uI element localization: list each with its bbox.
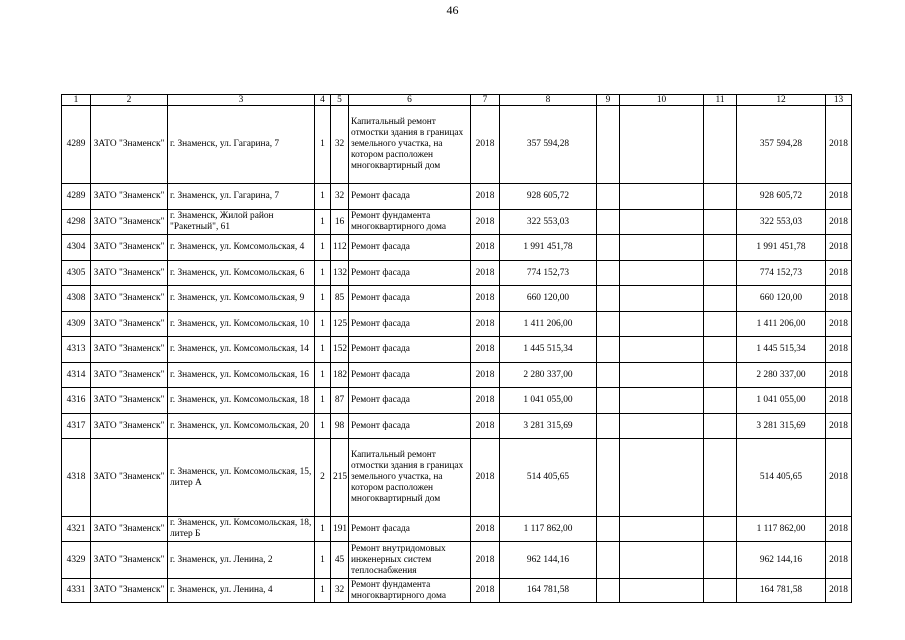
address-cell: г. Знаменск, ул. Комсомольская, 4 <box>168 235 315 261</box>
address-cell: г. Знаменск, ул. Комсомольская, 14 <box>168 337 315 363</box>
year-cell: 2018 <box>471 542 500 579</box>
work-type-cell: Капитальный ремонт отмостки здания в границах земельного участка, на котором расположен многоквартирный дом <box>349 106 471 184</box>
col4-cell: 1 <box>315 388 331 414</box>
col5-cell: 16 <box>331 210 349 235</box>
col11-cell <box>704 337 737 363</box>
col5-cell: 112 <box>331 235 349 261</box>
col9-cell <box>597 312 620 337</box>
table-row <box>62 363 852 388</box>
municipality-cell: ЗАТО "Знаменск" <box>91 235 168 261</box>
municipality-cell: ЗАТО "Знаменск" <box>91 286 168 312</box>
column-header-2: 2 <box>91 95 168 106</box>
col5-cell: 152 <box>331 337 349 363</box>
work-type-cell: Ремонт фасада <box>349 337 471 363</box>
col12-cost-cell: 1 041 055,00 <box>737 388 826 414</box>
col13-year-cell: 2018 <box>826 184 852 210</box>
col9-cell <box>597 414 620 439</box>
year-cell: 2018 <box>471 261 500 286</box>
address-cell: г. Знаменск, ул. Комсомольская, 18 <box>168 388 315 414</box>
total-cost-cell: 1 041 055,00 <box>500 388 597 414</box>
col13-year-cell: 2018 <box>826 312 852 337</box>
table-row <box>62 184 852 210</box>
year-cell: 2018 <box>471 414 500 439</box>
id-cell: 4308 <box>62 286 91 312</box>
address-cell: г. Знаменск, ул. Комсомольская, 20 <box>168 414 315 439</box>
col12-cost-cell: 3 281 315,69 <box>737 414 826 439</box>
col10-cell <box>620 312 704 337</box>
col10-cell <box>620 414 704 439</box>
total-cost-cell: 322 553,03 <box>500 210 597 235</box>
page-number: 46 <box>446 3 459 17</box>
column-header-13: 13 <box>826 95 852 106</box>
municipality-cell: ЗАТО "Знаменск" <box>91 106 168 184</box>
col13-year-cell: 2018 <box>826 210 852 235</box>
column-header-3: 3 <box>168 95 315 106</box>
col10-cell <box>620 439 704 517</box>
col5-cell: 125 <box>331 312 349 337</box>
address-cell: г. Знаменск, ул. Комсомольская, 6 <box>168 261 315 286</box>
total-cost-cell: 2 280 337,00 <box>500 363 597 388</box>
col9-cell <box>597 184 620 210</box>
address-cell: г. Знаменск, ул. Комсомольская, 9 <box>168 286 315 312</box>
column-header-4: 4 <box>315 95 331 106</box>
col5-cell: 85 <box>331 286 349 312</box>
table-body <box>62 106 852 603</box>
col13-year-cell: 2018 <box>826 414 852 439</box>
col12-cost-cell: 2 280 337,00 <box>737 363 826 388</box>
col12-cost-cell: 1 411 206,00 <box>737 312 826 337</box>
municipality-cell: ЗАТО "Знаменск" <box>91 184 168 210</box>
id-cell: 4289 <box>62 184 91 210</box>
total-cost-cell: 1 991 451,78 <box>500 235 597 261</box>
header-row <box>62 95 852 106</box>
municipality-cell: ЗАТО "Знаменск" <box>91 579 168 603</box>
table-row <box>62 579 852 603</box>
year-cell: 2018 <box>471 439 500 517</box>
year-cell: 2018 <box>471 312 500 337</box>
table-row <box>62 106 852 184</box>
col9-cell <box>597 517 620 542</box>
table-row <box>62 312 852 337</box>
col12-cost-cell: 1 445 515,34 <box>737 337 826 363</box>
year-cell: 2018 <box>471 286 500 312</box>
municipality-cell: ЗАТО "Знаменск" <box>91 517 168 542</box>
id-cell: 4316 <box>62 388 91 414</box>
table-row <box>62 286 852 312</box>
municipality-cell: ЗАТО "Знаменск" <box>91 363 168 388</box>
total-cost-cell: 1 117 862,00 <box>500 517 597 542</box>
year-cell: 2018 <box>471 337 500 363</box>
col5-cell: 45 <box>331 542 349 579</box>
col11-cell <box>704 363 737 388</box>
col4-cell: 1 <box>315 363 331 388</box>
col9-cell <box>597 579 620 603</box>
id-cell: 4305 <box>62 261 91 286</box>
total-cost-cell: 1 411 206,00 <box>500 312 597 337</box>
col13-year-cell: 2018 <box>826 235 852 261</box>
work-type-cell: Ремонт фундамента многоквартирного дома <box>349 210 471 235</box>
col12-cost-cell: 514 405,65 <box>737 439 826 517</box>
year-cell: 2018 <box>471 235 500 261</box>
col9-cell <box>597 542 620 579</box>
col12-cost-cell: 928 605,72 <box>737 184 826 210</box>
address-cell: г. Знаменск, ул. Гагарина, 7 <box>168 184 315 210</box>
table-row <box>62 414 852 439</box>
col13-year-cell: 2018 <box>826 106 852 184</box>
total-cost-cell: 3 281 315,69 <box>500 414 597 439</box>
col11-cell <box>704 517 737 542</box>
work-type-cell: Ремонт фасада <box>349 261 471 286</box>
col4-cell: 1 <box>315 517 331 542</box>
column-header-1: 1 <box>62 95 91 106</box>
id-cell: 4314 <box>62 363 91 388</box>
total-cost-cell: 164 781,58 <box>500 579 597 603</box>
table-row <box>62 337 852 363</box>
col4-cell: 1 <box>315 414 331 439</box>
work-type-cell: Ремонт фасада <box>349 312 471 337</box>
col10-cell <box>620 210 704 235</box>
column-header-10: 10 <box>620 95 704 106</box>
col5-cell: 32 <box>331 579 349 603</box>
col11-cell <box>704 210 737 235</box>
col12-cost-cell: 1 991 451,78 <box>737 235 826 261</box>
year-cell: 2018 <box>471 210 500 235</box>
col9-cell <box>597 261 620 286</box>
col12-cost-cell: 1 117 862,00 <box>737 517 826 542</box>
municipality-cell: ЗАТО "Знаменск" <box>91 210 168 235</box>
col4-cell: 1 <box>315 210 331 235</box>
work-type-cell: Ремонт фасада <box>349 517 471 542</box>
total-cost-cell: 660 120,00 <box>500 286 597 312</box>
col11-cell <box>704 579 737 603</box>
col10-cell <box>620 286 704 312</box>
col5-cell: 191 <box>331 517 349 542</box>
work-type-cell: Ремонт фасада <box>349 388 471 414</box>
col13-year-cell: 2018 <box>826 337 852 363</box>
id-cell: 4298 <box>62 210 91 235</box>
col13-year-cell: 2018 <box>826 439 852 517</box>
municipality-cell: ЗАТО "Знаменск" <box>91 439 168 517</box>
municipality-cell: ЗАТО "Знаменск" <box>91 542 168 579</box>
address-cell: г. Знаменск, ул. Комсомольская, 15, литер А <box>168 439 315 517</box>
col13-year-cell: 2018 <box>826 579 852 603</box>
col5-cell: 215 <box>331 439 349 517</box>
work-type-cell: Ремонт внутридомовых инженерных систем теплоснабжения <box>349 542 471 579</box>
address-cell: г. Знаменск, ул. Комсомольская, 10 <box>168 312 315 337</box>
total-cost-cell: 962 144,16 <box>500 542 597 579</box>
year-cell: 2018 <box>471 106 500 184</box>
col11-cell <box>704 286 737 312</box>
year-cell: 2018 <box>471 517 500 542</box>
id-cell: 4318 <box>62 439 91 517</box>
col9-cell <box>597 235 620 261</box>
col4-cell: 2 <box>315 439 331 517</box>
address-cell: г. Знаменск, ул. Ленина, 4 <box>168 579 315 603</box>
year-cell: 2018 <box>471 388 500 414</box>
work-type-cell: Ремонт фасада <box>349 235 471 261</box>
col11-cell <box>704 261 737 286</box>
col10-cell <box>620 106 704 184</box>
col13-year-cell: 2018 <box>826 542 852 579</box>
column-header-11: 11 <box>704 95 737 106</box>
col13-year-cell: 2018 <box>826 517 852 542</box>
work-type-cell: Ремонт фасада <box>349 363 471 388</box>
col10-cell <box>620 388 704 414</box>
col13-year-cell: 2018 <box>826 388 852 414</box>
column-header-5: 5 <box>331 95 349 106</box>
col4-cell: 1 <box>315 542 331 579</box>
col4-cell: 1 <box>315 312 331 337</box>
table-row <box>62 517 852 542</box>
col9-cell <box>597 337 620 363</box>
column-header-8: 8 <box>500 95 597 106</box>
col4-cell: 1 <box>315 235 331 261</box>
total-cost-cell: 774 152,73 <box>500 261 597 286</box>
id-cell: 4289 <box>62 106 91 184</box>
col9-cell <box>597 363 620 388</box>
col5-cell: 32 <box>331 106 349 184</box>
col13-year-cell: 2018 <box>826 363 852 388</box>
col11-cell <box>704 388 737 414</box>
year-cell: 2018 <box>471 363 500 388</box>
col11-cell <box>704 312 737 337</box>
col10-cell <box>620 235 704 261</box>
work-type-cell: Ремонт фасада <box>349 414 471 439</box>
col10-cell <box>620 337 704 363</box>
col12-cost-cell: 962 144,16 <box>737 542 826 579</box>
col11-cell <box>704 106 737 184</box>
column-header-6: 6 <box>349 95 471 106</box>
table-row <box>62 542 852 579</box>
municipality-cell: ЗАТО "Знаменск" <box>91 337 168 363</box>
address-cell: г. Знаменск, ул. Гагарина, 7 <box>168 106 315 184</box>
register-table <box>61 94 852 603</box>
year-cell: 2018 <box>471 579 500 603</box>
table-row <box>62 235 852 261</box>
column-header-7: 7 <box>471 95 500 106</box>
col9-cell <box>597 286 620 312</box>
id-cell: 4331 <box>62 579 91 603</box>
col9-cell <box>597 210 620 235</box>
total-cost-cell: 357 594,28 <box>500 106 597 184</box>
col13-year-cell: 2018 <box>826 261 852 286</box>
work-type-cell: Ремонт фасада <box>349 286 471 312</box>
col9-cell <box>597 388 620 414</box>
address-cell: г. Знаменск, ул. Ленина, 2 <box>168 542 315 579</box>
total-cost-cell: 1 445 515,34 <box>500 337 597 363</box>
total-cost-cell: 928 605,72 <box>500 184 597 210</box>
municipality-cell: ЗАТО "Знаменск" <box>91 414 168 439</box>
col4-cell: 1 <box>315 261 331 286</box>
col10-cell <box>620 579 704 603</box>
column-header-9: 9 <box>597 95 620 106</box>
col5-cell: 182 <box>331 363 349 388</box>
address-cell: г. Знаменск, Жилой район "Ракетный", 61 <box>168 210 315 235</box>
col11-cell <box>704 414 737 439</box>
table-row <box>62 439 852 517</box>
col4-cell: 1 <box>315 106 331 184</box>
col9-cell <box>597 439 620 517</box>
id-cell: 4329 <box>62 542 91 579</box>
id-cell: 4309 <box>62 312 91 337</box>
col10-cell <box>620 261 704 286</box>
col10-cell <box>620 184 704 210</box>
col12-cost-cell: 774 152,73 <box>737 261 826 286</box>
address-cell: г. Знаменск, ул. Комсомольская, 18, литер Б <box>168 517 315 542</box>
municipality-cell: ЗАТО "Знаменск" <box>91 388 168 414</box>
col12-cost-cell: 164 781,58 <box>737 579 826 603</box>
table-row <box>62 388 852 414</box>
work-type-cell: Ремонт фундамента многоквартирного дома <box>349 579 471 603</box>
municipality-cell: ЗАТО "Знаменск" <box>91 261 168 286</box>
id-cell: 4304 <box>62 235 91 261</box>
col10-cell <box>620 542 704 579</box>
total-cost-cell: 514 405,65 <box>500 439 597 517</box>
col13-year-cell: 2018 <box>826 286 852 312</box>
municipality-cell: ЗАТО "Знаменск" <box>91 312 168 337</box>
table-row <box>62 261 852 286</box>
id-cell: 4321 <box>62 517 91 542</box>
col11-cell <box>704 235 737 261</box>
col10-cell <box>620 517 704 542</box>
col12-cost-cell: 357 594,28 <box>737 106 826 184</box>
col5-cell: 32 <box>331 184 349 210</box>
col11-cell <box>704 542 737 579</box>
col4-cell: 1 <box>315 337 331 363</box>
table-row <box>62 210 852 235</box>
col5-cell: 87 <box>331 388 349 414</box>
year-cell: 2018 <box>471 184 500 210</box>
col4-cell: 1 <box>315 286 331 312</box>
id-cell: 4313 <box>62 337 91 363</box>
work-type-cell: Ремонт фасада <box>349 184 471 210</box>
col11-cell <box>704 439 737 517</box>
column-header-12: 12 <box>737 95 826 106</box>
col5-cell: 132 <box>331 261 349 286</box>
col9-cell <box>597 106 620 184</box>
col4-cell: 1 <box>315 579 331 603</box>
col10-cell <box>620 363 704 388</box>
address-cell: г. Знаменск, ул. Комсомольская, 16 <box>168 363 315 388</box>
work-type-cell: Капитальный ремонт отмостки здания в границах земельного участка, на котором расположен многоквартирный дом <box>349 439 471 517</box>
col11-cell <box>704 184 737 210</box>
col4-cell: 1 <box>315 184 331 210</box>
col12-cost-cell: 322 553,03 <box>737 210 826 235</box>
col12-cost-cell: 660 120,00 <box>737 286 826 312</box>
col5-cell: 98 <box>331 414 349 439</box>
id-cell: 4317 <box>62 414 91 439</box>
